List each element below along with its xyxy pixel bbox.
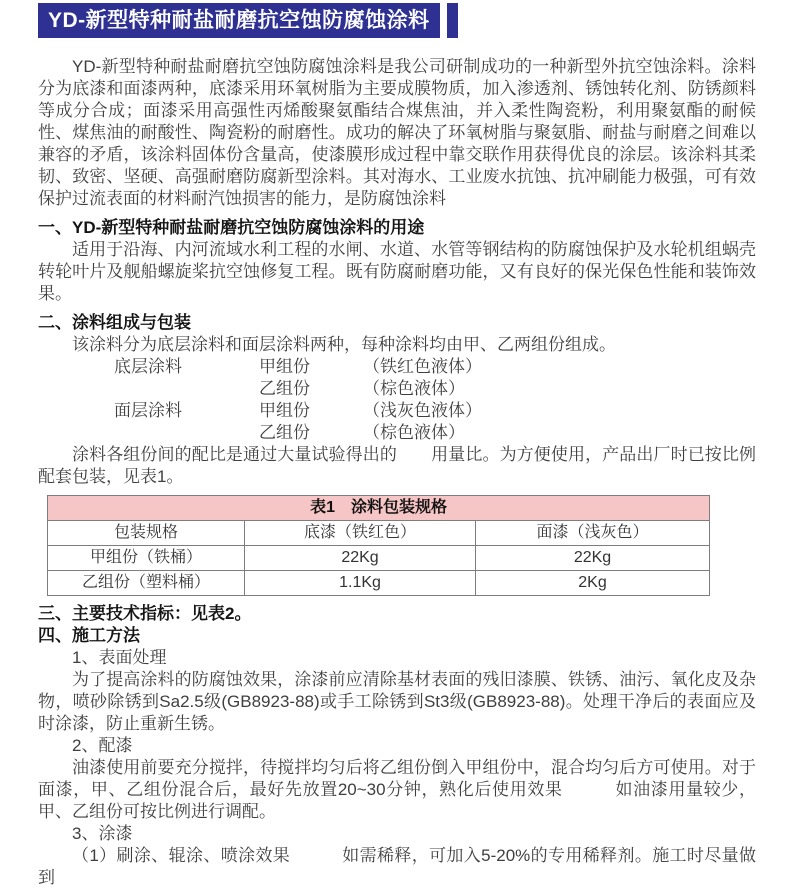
table-header-row — [48, 521, 710, 546]
component-color: （棕色液体） — [363, 423, 465, 442]
component-part: 乙组份 — [259, 379, 310, 398]
title-accent-bar — [447, 3, 458, 38]
component-row — [114, 422, 756, 444]
section1-heading: 一、YD-新型特种耐盐耐磨抗空蚀防腐蚀涂料的用途 — [38, 218, 425, 237]
table-cell: 乙组份（塑料桶） — [48, 571, 245, 596]
table-cell: 22Kg — [245, 546, 476, 571]
component-layer: 底层涂料 — [114, 357, 182, 376]
component-part: 甲组份 — [259, 401, 310, 420]
table-cell: 2Kg — [476, 571, 710, 596]
table-title-row — [48, 496, 710, 521]
component-color: （铁红色液体） — [363, 357, 482, 376]
table-row — [48, 571, 710, 596]
component-part: 甲组份 — [259, 357, 310, 376]
sub2-title: 2、配漆 — [72, 736, 133, 755]
component-color: （棕色液体） — [363, 379, 465, 398]
table-row — [48, 546, 710, 571]
packaging-table — [47, 495, 710, 596]
component-color: （浅灰色液体） — [363, 401, 482, 420]
section2-heading: 二、涂料组成与包装 — [38, 313, 191, 332]
section4-heading: 四、施工方法 — [38, 626, 140, 645]
component-list — [38, 356, 756, 444]
component-row — [114, 378, 756, 400]
component-layer — [114, 378, 259, 400]
table-header-cell: 包装规格 — [48, 521, 245, 546]
component-row — [114, 400, 756, 422]
sub2-body: 油漆使用前要充分搅拌，待搅拌均匀后将乙组份倒入甲组份中，混合均匀后方可使用。对于面漆，甲、乙组份混合后，最好先放置20~30分钟，熟化后使用效果 如油漆用量较少，甲、乙组份可按比例进行调配。 — [38, 758, 756, 821]
table-title: 表1 涂料包装规格 — [48, 496, 710, 521]
component-layer: 面层涂料 — [114, 401, 182, 420]
sub1-title: 1、表面处理 — [72, 648, 167, 667]
packaging-note: 涂料各组份间的配比是通过大量试验得出的 用量比。为方便使用，产品出厂时已按比例配套包装，见表1。 — [38, 445, 756, 486]
section2-body: 该涂料分为底层涂料和面层涂料两种，每种涂料均由甲、乙两组份组成。 — [72, 335, 616, 354]
page-title: YD-新型特种耐盐耐磨抗空蚀防腐蚀涂料 — [38, 3, 440, 38]
table-cell: 1.1Kg — [245, 571, 476, 596]
table-cell: 甲组份（铁桶） — [48, 546, 245, 571]
table-header-cell: 底漆（铁红色） — [245, 521, 476, 546]
component-part: 乙组份 — [259, 423, 310, 442]
component-layer — [114, 422, 259, 444]
document-title-banner — [38, 3, 756, 38]
section1-body: 适用于沿海、内河流域水利工程的水闸、水道、水管等钢结构的防腐蚀保护及水轮机组蜗壳转轮叶片及舰船螺旋桨抗空蚀修复工程。既有防腐耐磨功能，又有良好的保光保色性能和装饰效果。 — [38, 240, 756, 303]
sub3-title: 3、涂漆 — [72, 824, 133, 843]
table-cell: 22Kg — [476, 546, 710, 571]
sub3-body: （1）刷涂、辊涂、喷涂效果 如需稀释，可加入5-20%的专用稀释剂。施工时尽量做到 — [38, 846, 756, 887]
intro-paragraph: YD-新型特种耐盐耐磨抗空蚀防腐蚀涂料是我公司研制成功的一种新型外抗空蚀涂料。涂料分为底漆和面漆两种，底漆采用环氧树脂为主要成膜物质，加入渗透剂、锈蚀转化剂、防锈颜料等成分合成；面漆采用高强性丙烯酸聚氨酯结合煤焦油，并入柔性陶瓷粉，利用聚氨酯的耐候性、煤焦油的耐酸性、陶瓷粉的耐磨性。成功的解决了环氧树脂与聚氨脂、耐盐与耐磨之间难以兼容的矛盾，该涂料固体份含量高，使漆膜形成过程中靠交联作用获得优良的涂层。该涂料其柔韧、致密、坚硬、高强耐磨防腐新型涂料。其对海水、工业废水抗蚀、抗冲刷能力极强，可有效保护过流表面的材料耐汽蚀损害的能力，是防腐蚀涂料 — [38, 57, 756, 208]
component-row — [114, 356, 756, 378]
section3-heading: 三、主要技术指标：见表2。 — [38, 604, 252, 623]
sub1-body: 为了提高涂料的防腐蚀效果，涂漆前应清除基材表面的残旧漆膜、铁锈、油污、氧化皮及杂物，喷砂除锈到Sa2.5级(GB8923-88)或手工除锈到St3级(GB8923-88)。处理干净后的表面应及时涂漆，防止重新生锈。 — [38, 670, 756, 733]
table-header-cell: 面漆（浅灰色） — [476, 521, 710, 546]
